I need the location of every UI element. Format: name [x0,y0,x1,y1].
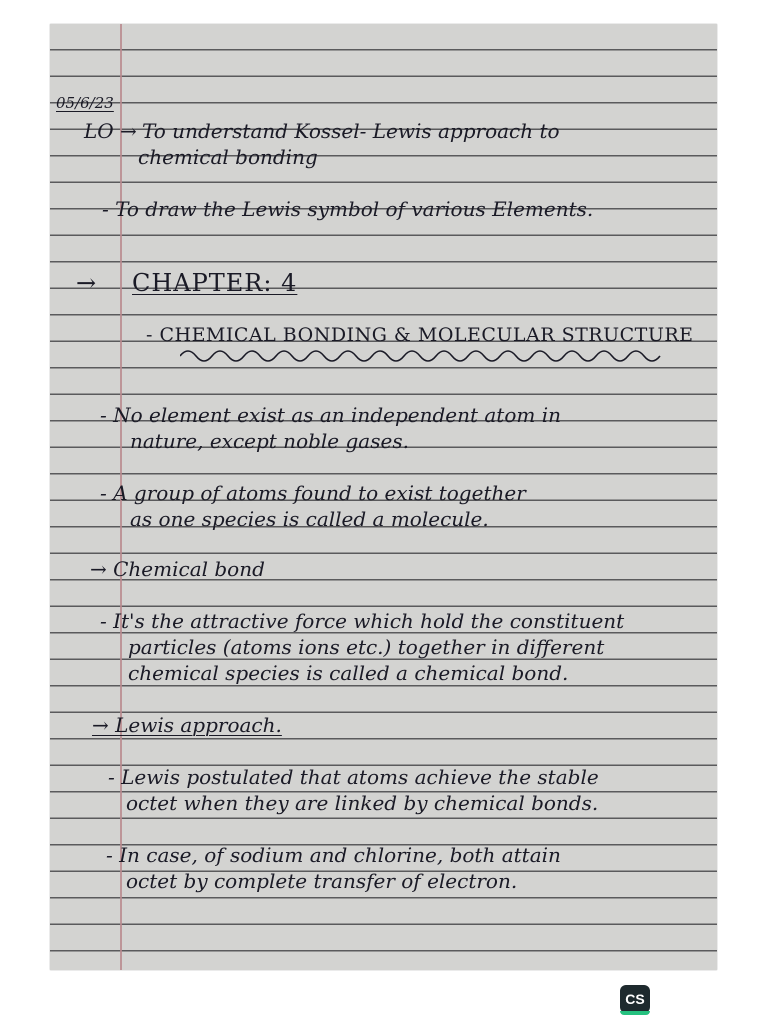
para-3-line-1: - It's the attractive force which hold the constituent [100,609,625,633]
date: 05/6/23 [56,94,114,112]
para-4-line-1: - Lewis postulated that atoms achieve the stable [108,765,599,789]
lo-line-1: To understand Kossel- Lewis approach to [142,119,560,143]
chapter-heading: CHAPTER: 4 [132,269,298,297]
para-1-line-1: - No element exist as an independent atom in [100,403,561,427]
draw-line: - To draw the Lewis symbol of various Elements. [102,197,594,221]
para-4-line-2: octet when they are linked by chemical bonds. [126,791,599,815]
heading-lewis-approach: → Lewis approach. [92,713,282,737]
chapter-arrow: → [76,269,98,297]
para-3-line-3: chemical species is called a chemical bond. [128,661,569,685]
para-5-line-1: - In case, of sodium and chlorine, both attain [106,843,561,867]
para-5-line-2: octet by complete transfer of electron. [126,869,518,893]
para-2-line-1: - A group of atoms found to exist together [100,481,526,505]
para-3-line-2: particles (atoms ions etc.) together in different [128,635,605,659]
chapter-subtitle: - CHEMICAL BONDING & MOLECULAR STRUCTURE [146,324,694,346]
camscanner-logo: CS [620,985,650,1013]
heading-chemical-bond: → Chemical bond [90,557,265,581]
para-1-line-2: nature, except noble gases. [130,429,409,453]
lo-marker: LO → [84,119,137,143]
para-2-line-2: as one species is called a molecule. [130,507,489,531]
notebook-page [50,24,717,970]
wavy-underline [180,346,720,362]
lo-line-2: chemical bonding [138,145,318,169]
